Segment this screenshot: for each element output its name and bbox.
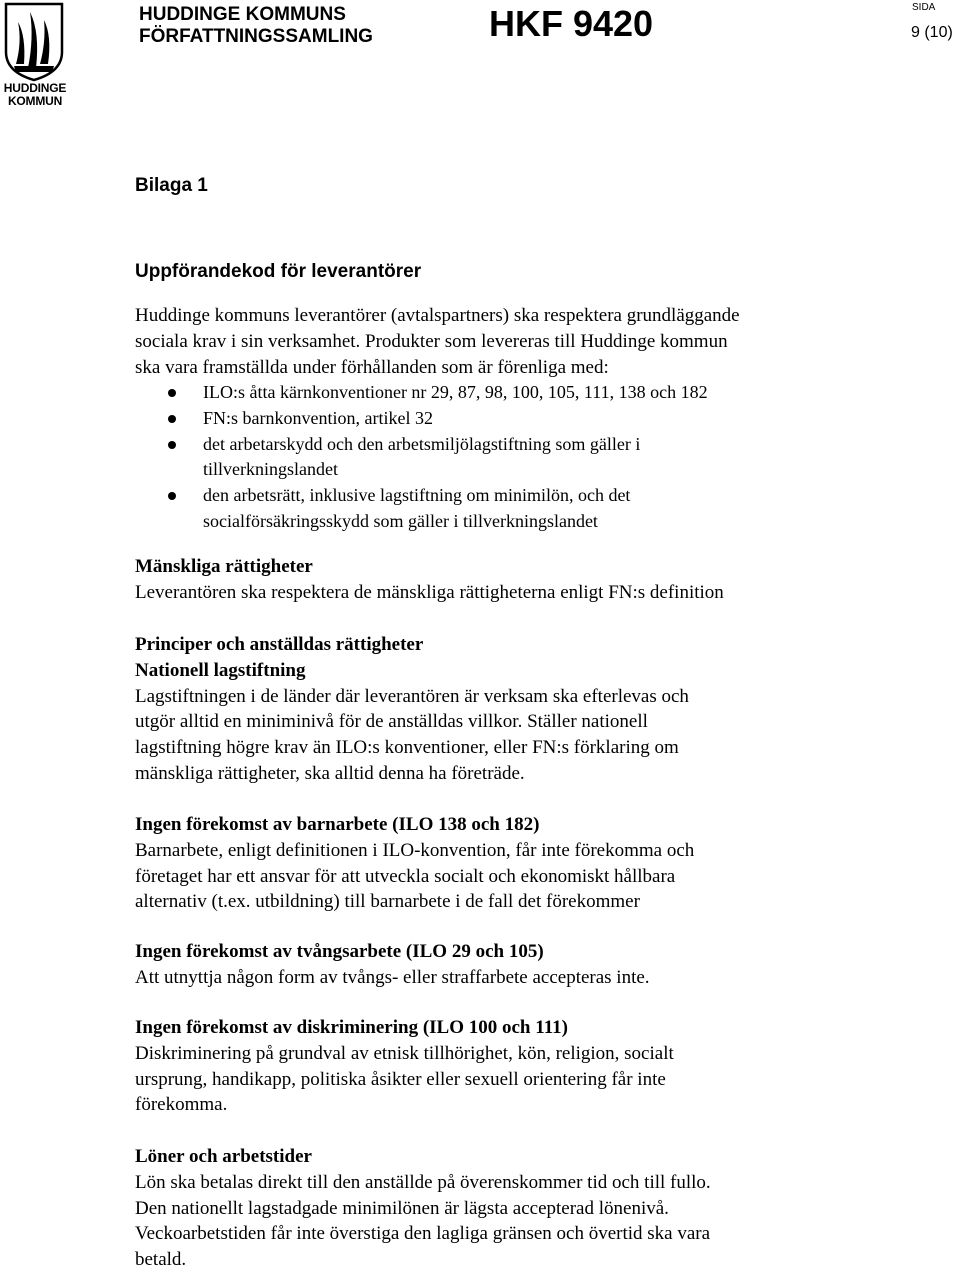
section-line: Diskriminering på grundval av etnisk tillhörighet, kön, religion, socialt — [135, 1042, 674, 1064]
list-item-text: FN:s barnkonvention, artikel 32 — [203, 407, 433, 428]
list-item-text: ILO:s åtta kärnkonventioner nr 29, 87, 98, 100, 105, 111, 138 och 182 — [203, 382, 708, 402]
section-principles — [135, 632, 855, 787]
statute-collection-line2: FÖRFATTNINGSSAMLING — [139, 26, 373, 47]
page-number: 9 (10) — [911, 24, 953, 41]
section-human-rights — [135, 554, 855, 606]
section-text — [135, 684, 855, 787]
section-text — [135, 965, 855, 991]
list-item — [135, 380, 855, 406]
list-item-text: tillverkningslandet — [203, 459, 338, 480]
list-item — [135, 483, 855, 535]
intro-line: sociala krav i sin verksamhet. Produkter som levereras till Huddinge kommun — [135, 330, 728, 352]
intro-paragraph — [135, 303, 855, 380]
section-discrimination — [135, 1015, 855, 1118]
section-forced-labour — [135, 939, 855, 991]
section-line: Veckoarbetstiden får inte överstiga den lagliga gränsen och övertid ska vara — [135, 1223, 711, 1245]
section-line: företaget har ett ansvar för att utveckla socialt och ekonomiskt hållbara — [135, 865, 676, 887]
document-code: HKF 9420 — [489, 3, 654, 44]
section-line: förekomma. — [135, 1094, 228, 1116]
section-text — [135, 1041, 855, 1118]
municipality-logo — [2, 2, 66, 108]
section-line: betald. — [135, 1249, 187, 1271]
statute-collection-name — [139, 4, 373, 48]
list-item — [135, 406, 855, 432]
section-text — [135, 838, 855, 915]
coat-of-arms-icon — [2, 2, 66, 82]
logo-caption-line2: KOMMUN — [7, 94, 63, 108]
section-child-labour — [135, 812, 855, 915]
section-line: Barnarbete, enligt definitionen i ILO-konvention, får inte förekomma och — [135, 839, 695, 861]
logo-caption-line1: HUDDINGE — [3, 81, 67, 95]
list-item-text: den arbetsrätt, inklusive lagstiftning om minimilön, och det — [203, 485, 631, 506]
section-line: lagstiftning högre krav än ILO:s konventioner, eller FN:s förklaring om — [135, 737, 679, 759]
requirements-list — [135, 380, 855, 535]
section-line: Lagstiftningen i de länder där leverantören är verksam ska efterlevas och — [135, 685, 689, 707]
section-heading: Ingen förekomst av tvångsarbete (ILO 29 och 105) — [135, 941, 544, 962]
section-text — [135, 580, 855, 606]
annex-heading: Bilaga 1 — [135, 175, 208, 196]
statute-collection-line1: HUDDINGE KOMMUNS — [139, 4, 346, 25]
section-line: utgör alltid en miniminivå för de anställdas villkor. Ställer nationell — [135, 711, 648, 733]
page-title: Uppförandekod för leverantörer — [135, 261, 422, 282]
section-heading: Mänskliga rättigheter — [135, 556, 313, 577]
section-subheading: Nationell lagstiftning — [135, 659, 306, 681]
section-heading: Ingen förekomst av diskriminering (ILO 100 och 111) — [135, 1017, 568, 1038]
section-heading: Ingen förekomst av barnarbete (ILO 138 och 182) — [135, 814, 540, 835]
section-heading: Principer och anställdas rättigheter — [135, 634, 424, 655]
page-label: SIDA — [912, 2, 936, 13]
section-wages — [135, 1144, 855, 1273]
intro-line: ska vara framställda under förhållanden som är förenliga med: — [135, 356, 609, 378]
intro-line: Huddinge kommuns leverantörer (avtalspartners) ska respektera grundläggande — [135, 305, 740, 326]
section-line: Den nationellt lagstadgade minimilönen är lägsta accepterad lönenivå. — [135, 1197, 669, 1219]
section-heading: Löner och arbetstider — [135, 1146, 312, 1167]
section-line: mänskliga rättigheter, ska alltid denna ha företräde. — [135, 762, 525, 784]
list-item — [135, 432, 855, 484]
section-text — [135, 1170, 855, 1273]
list-item-text: socialförsäkringsskydd som gäller i tillverkningslandet — [203, 510, 598, 531]
section-line: Lön ska betalas direkt till den anställde på överenskommer tid och till fullo. — [135, 1171, 711, 1193]
section-line: ursprung, handikapp, politiska åsikter eller sexuell orientering får inte — [135, 1068, 666, 1090]
list-item-text: det arbetarskydd och den arbetsmiljölagstiftning som gäller i — [203, 433, 641, 454]
section-line: alternativ (t.ex. utbildning) till barnarbete i de fall det förekommer — [135, 891, 640, 913]
section-line: Att utnyttja någon form av tvångs- eller straffarbete accepteras inte. — [135, 966, 650, 988]
logo-caption — [2, 82, 68, 108]
section-line: Leverantören ska respektera de mänskliga rättigheterna enligt FN:s definition — [135, 581, 724, 603]
